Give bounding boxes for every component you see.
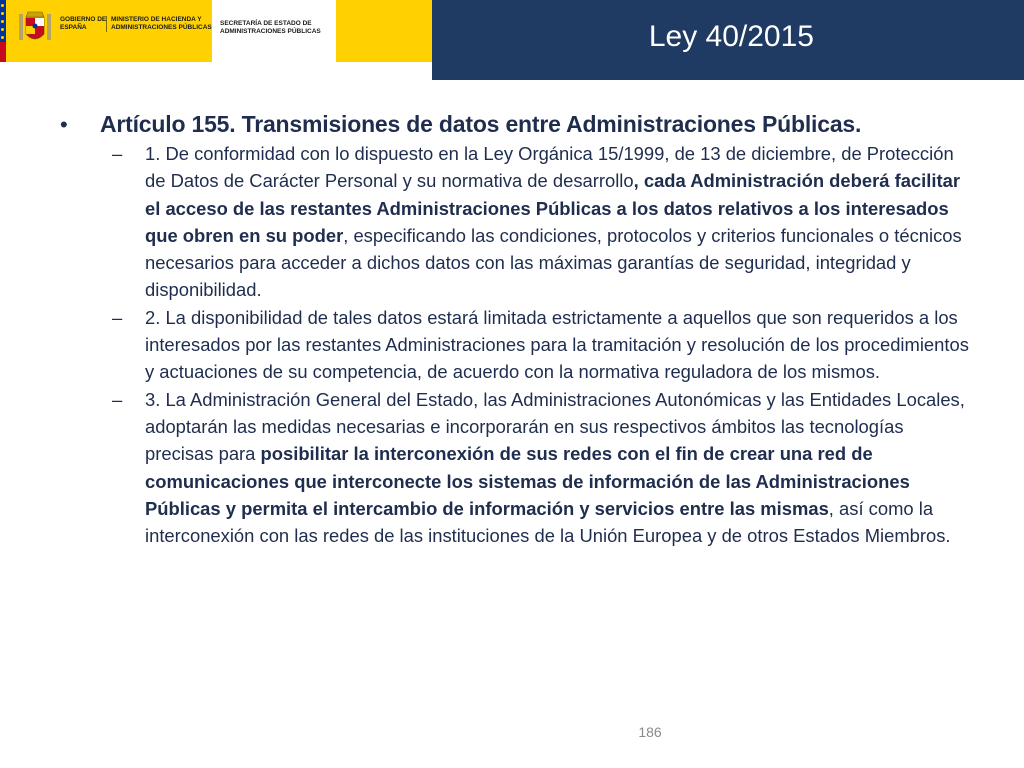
item-text: 3. La Administración General del Estado, las Administraciones Autonómicas y las Entidades Locales, adoptarán las medidas necesarias e incorporarán en sus respectivos ámbitos las tecnologías precisas para <box>145 388 965 465</box>
article-heading: Artículo 155. Transmisiones de datos entre Administraciones Públicas. <box>100 111 862 137</box>
slide-title: Ley 40/2015 <box>648 20 814 53</box>
list-item <box>60 140 970 304</box>
secretaria-logo <box>212 0 336 62</box>
government-logo-band <box>0 0 432 62</box>
bullet-icon: • <box>60 112 68 137</box>
page-number: 186 <box>638 724 662 740</box>
item-text: , especificando las condiciones, protocolos y criterios funcionales o técnicos necesarios para acceder a dichos datos con las máximas garantías de seguridad, integridad y disponibilidad. <box>145 224 962 301</box>
item-text: , así como la interconexión con las redes de las instituciones de la Unión Europea y de otros Estados Miembros. <box>145 497 951 547</box>
coat-of-arms-icon <box>16 8 54 48</box>
sub-point-list <box>60 140 970 549</box>
dash-icon: – <box>112 143 123 164</box>
list-item <box>60 386 970 550</box>
item-text-bold: , cada Administración deberá facilitar el acceso de las restantes Administraciones Públicas a los datos relativos a los interesados que obren en su poder <box>145 170 960 246</box>
item-text-bold: posibilitar la interconexión de sus redes con el fin de crear una red de comunicaciones que interconecte los sistemas de información de las Administraciones Públicas y permita el intercambio de información y servicios entre las mismas <box>145 443 910 519</box>
slide-content <box>60 108 970 549</box>
item-text: 2. La disponibilidad de tales datos estará limitada estrictamente a aquellos que son requeridos a los interesados por las restantes Administraciones para la tramitación y resolución de los procedimientos y actuaciones de su competencia, de acuerdo con la normativa reguladora de los mismos. <box>145 306 969 383</box>
title-band <box>432 0 1024 80</box>
main-bullet <box>60 108 970 140</box>
gobierno-logo <box>6 0 212 62</box>
item-text: 1. De conformidad con lo dispuesto en la Ley Orgánica 15/1999, de 13 de diciembre, de Protección de Datos de Carácter Personal y su normativa de desarrollo <box>145 143 954 192</box>
dash-icon: – <box>112 306 123 328</box>
secretaria-label: SECRETARÍA DE ESTADO DE ADMINISTRACIONES PÚBLICAS <box>220 20 321 35</box>
ministerio-label: MINISTERIO DE HACIENDA Y ADMINISTRACIONES PÚBLICAS <box>106 16 221 32</box>
slide-header <box>0 0 1024 80</box>
list-item <box>60 304 970 386</box>
dash-icon: – <box>112 388 123 410</box>
gobierno-label: GOBIERNO DE ESPAÑA <box>60 16 107 31</box>
